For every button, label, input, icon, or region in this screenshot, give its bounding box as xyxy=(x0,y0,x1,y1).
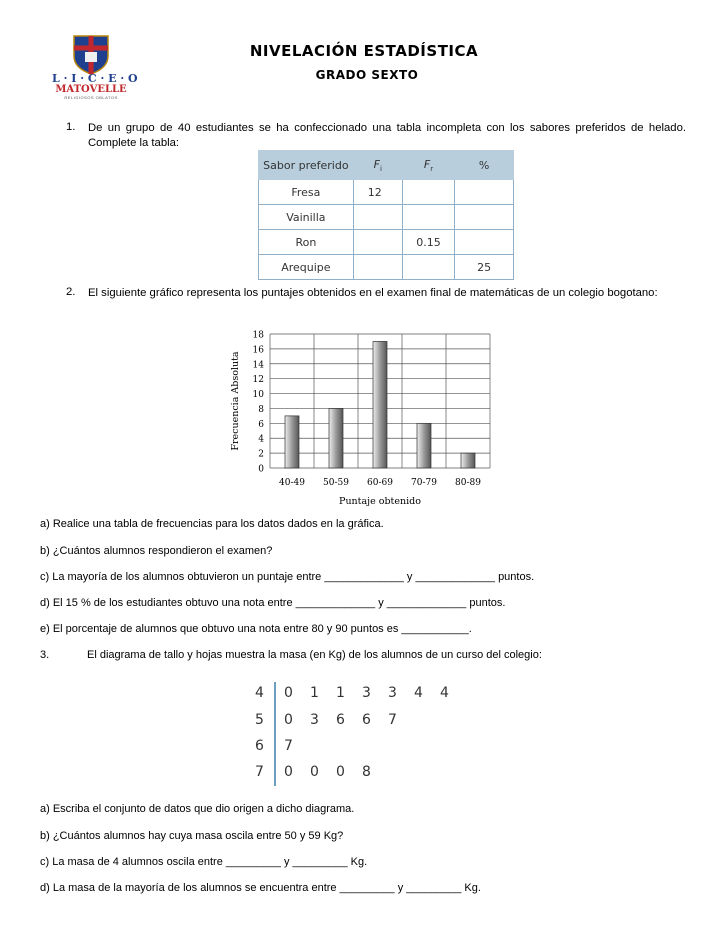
y-tick-label: 14 xyxy=(252,360,264,371)
table-cell xyxy=(455,230,514,255)
x-tick-label: 40-49 xyxy=(279,478,305,488)
x-tick-label: 60-69 xyxy=(367,478,393,488)
x-tick-label: 70-79 xyxy=(411,478,437,488)
table-row xyxy=(259,230,514,255)
y-tick-label: 2 xyxy=(258,449,264,460)
table-cell xyxy=(402,255,454,280)
y-tick-label: 4 xyxy=(258,434,264,445)
logo-name: MATOVELLE xyxy=(55,84,127,95)
table-cell xyxy=(402,205,454,230)
q2-item-e: e) El porcentaje de alumnos que obtuvo una nota entre 80 y 90 puntos es ___________. xyxy=(40,623,472,635)
stem-value: 4 xyxy=(255,685,264,701)
table-header-row xyxy=(259,151,514,180)
leaf-value: 6 xyxy=(362,712,371,728)
logo-tagline: RELIGIOSOS OBLATOS xyxy=(64,95,118,100)
leaf-value: 1 xyxy=(310,685,319,701)
page-subtitle: GRADO SEXTO xyxy=(315,68,419,82)
q3-item-c: c) La masa de 4 alumnos oscila entre _________ y _________ Kg. xyxy=(40,856,368,868)
leaf-value: 1 xyxy=(336,685,345,701)
table-row xyxy=(259,255,514,280)
leaf-value: 6 xyxy=(336,712,345,728)
table-cell: Ron xyxy=(259,230,354,255)
q2-item-d: d) El 15 % de los estudiantes obtuvo una nota entre _____________ y _____________ puntos. xyxy=(40,597,506,609)
y-tick-label: 8 xyxy=(258,404,264,415)
table-header: $F_i$ xyxy=(353,151,402,180)
table-cell xyxy=(455,205,514,230)
q2-number: 2. xyxy=(66,286,76,298)
x-tick-label: 80-89 xyxy=(455,478,481,488)
bar xyxy=(417,423,431,468)
table-cell: 25 xyxy=(455,255,514,280)
bar xyxy=(373,341,387,468)
leaf-value: 0 xyxy=(284,764,293,780)
logo-letters: L · I · C · E · O xyxy=(52,72,138,85)
q3-item-d: d) La masa de la mayoría de los alumnos se encuentra entre _________ y _________ Kg. xyxy=(40,882,481,894)
leaf-value: 3 xyxy=(362,685,371,701)
leaf-value: 7 xyxy=(388,712,397,728)
leaf-value: 0 xyxy=(284,712,293,728)
leaf-value: 4 xyxy=(414,685,423,701)
y-tick-label: 16 xyxy=(252,345,264,356)
table-cell: Arequipe xyxy=(259,255,354,280)
table-cell xyxy=(353,255,402,280)
stem-value: 6 xyxy=(255,738,264,754)
table-cell xyxy=(402,180,454,205)
leaf-value: 3 xyxy=(310,712,319,728)
leaf-value: 3 xyxy=(388,685,397,701)
leaf-value: 8 xyxy=(362,764,371,780)
y-tick-label: 0 xyxy=(258,464,264,475)
table-header: $F_r$ xyxy=(402,151,454,180)
q2-item-b: b) ¿Cuántos alumnos respondieron el examen? xyxy=(40,545,273,557)
bar xyxy=(461,453,475,468)
x-tick-label: 50-59 xyxy=(323,478,349,488)
flavor-table xyxy=(258,150,514,280)
table-cell xyxy=(353,205,402,230)
q1-number: 1. xyxy=(66,121,76,133)
y-tick-label: 6 xyxy=(258,419,264,430)
table-cell: 12 xyxy=(353,180,402,205)
y-tick-label: 12 xyxy=(252,375,264,386)
q1-text: De un grupo de 40 estudiantes se ha confeccionado una tabla incompleta con los sabores preferidos de helado. Complete la tabla: xyxy=(88,122,686,149)
q3-item-a: a) Escriba el conjunto de datos que dio origen a dicho diagrama. xyxy=(40,803,355,815)
q2-text: El siguiente gráfico representa los puntajes obtenidos en el examen final de matemáticas de un colegio bogotano: xyxy=(88,287,658,299)
table-header: Sabor preferido xyxy=(259,151,354,180)
q2-item-c: c) La mayoría de los alumnos obtuvieron un puntaje entre _____________ y _____________ puntos. xyxy=(40,571,535,583)
leaf-value: 4 xyxy=(440,685,449,701)
table-row xyxy=(259,205,514,230)
table-cell xyxy=(353,230,402,255)
leaf-value: 0 xyxy=(336,764,345,780)
q2-item-a: a) Realice una tabla de frecuencias para los datos dados en la gráfica. xyxy=(40,518,384,530)
page-title: NIVELACIÓN ESTADÍSTICA xyxy=(249,42,479,60)
leaf-value: 0 xyxy=(310,764,319,780)
y-tick-label: 18 xyxy=(252,330,264,341)
bar xyxy=(285,416,299,468)
leaf-value: 0 xyxy=(284,685,293,701)
q3-number: 3. xyxy=(40,649,50,661)
table-row xyxy=(259,180,514,205)
bar xyxy=(329,408,343,468)
table-cell: Fresa xyxy=(259,180,354,205)
bar-chart xyxy=(225,325,505,515)
stem-value: 7 xyxy=(255,764,264,780)
table-cell xyxy=(455,180,514,205)
table-header: % xyxy=(455,151,514,180)
y-tick-label: 10 xyxy=(252,390,264,401)
y-axis-title: Frecuencia Absoluta xyxy=(230,351,241,451)
stem-value: 5 xyxy=(255,712,264,728)
x-axis-title: Puntaje obtenido xyxy=(339,496,421,507)
q3-text: El diagrama de tallo y hojas muestra la masa (en Kg) de los alumnos de un curso del colegio: xyxy=(87,649,542,661)
stem-divider xyxy=(274,682,276,786)
table-cell: Vainilla xyxy=(259,205,354,230)
q3-item-b: b) ¿Cuántos alumnos hay cuya masa oscila entre 50 y 59 Kg? xyxy=(40,830,344,842)
leaf-value: 7 xyxy=(284,738,293,754)
table-cell: 0.15 xyxy=(402,230,454,255)
